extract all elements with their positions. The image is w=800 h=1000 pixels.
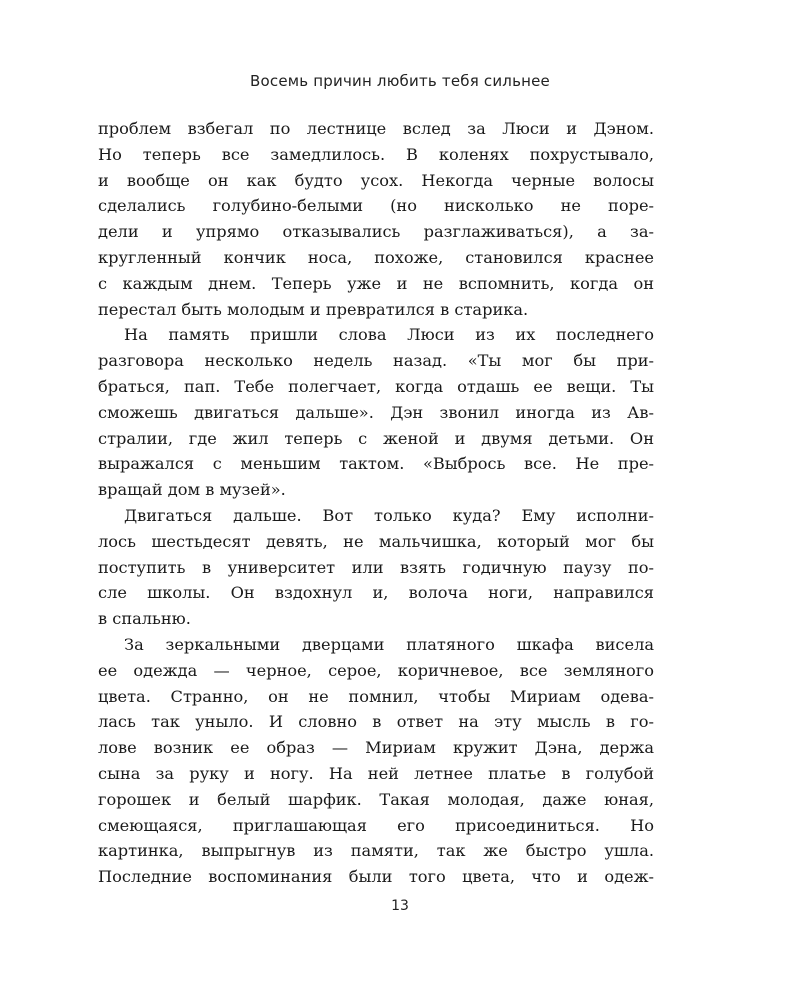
text-line: с каждым днем. Теперь уже и не вспомнить, когда он [98, 273, 654, 293]
text-line: дели и упрямо отказывались разглаживаться), а за- [98, 222, 654, 242]
text-line: разговора несколько недель назад. «Ты мог бы при- [98, 351, 654, 371]
text-line: Двигаться дальше. Вот только куда? Ему исполни- [124, 505, 654, 525]
text-line: цвета. Странно, он не помнил, чтобы Мириам одева- [98, 686, 654, 706]
text-line: На память пришли слова Люси из их последнего [124, 325, 654, 345]
text-line: сына за руку и ногу. На ней летнее платье в голубой [98, 763, 654, 783]
text-line: Но теперь все замедлилось. В коленях похрустывало, [98, 144, 654, 164]
text-line: ее одежда — черное, серое, коричневое, все земляного [98, 660, 654, 680]
page-number: 13 [391, 898, 409, 914]
text-line: проблем взбегал по лестнице вслед за Люси и Дэном. [98, 119, 654, 138]
text-line: лось шестьдесят девять, не мальчишка, который мог бы [98, 531, 654, 551]
text-line: вращай дом в музей». [98, 480, 286, 500]
text-line: поступить в университет или взять годичную паузу по- [98, 557, 654, 577]
text-line: в спальню. [98, 609, 191, 629]
text-line: стралии, где жил теперь с женой и двумя детьми. Он [98, 428, 654, 448]
text-line: сможешь двигаться дальше». Дэн звонил иногда из Ав- [98, 402, 654, 422]
text-line: картинка, выпрыгнув из памяти, так же быстро ушла. [98, 841, 654, 861]
body-text [98, 116, 654, 890]
text-line: смеющаяся, приглашающая его присоединиться. Но [98, 815, 654, 835]
text-line: Последние воспоминания были того цвета, что и одеж- [98, 867, 654, 887]
text-line: лась так уныло. И словно в ответ на эту мысль в го- [98, 712, 654, 732]
text-line: перестал быть молодым и превратился в старика. [98, 299, 529, 319]
text-line: За зеркальными дверцами платяного шкафа висела [124, 634, 654, 654]
text-line: сделались голубино-белыми (но нисколько не поре- [98, 196, 654, 216]
text-line: и вообще он как будто усох. Некогда черные волосы [98, 170, 654, 190]
text-line: кругленный кончик носа, похоже, становился краснее [98, 247, 654, 267]
text-line: браться, пап. Тебе полегчает, когда отдашь ее вещи. Ты [98, 376, 654, 396]
text-line: лове возник ее образ — Мириам кружит Дэна, держа [98, 738, 654, 758]
text-line: сле школы. Он вздохнул и, волоча ноги, направился [98, 583, 654, 603]
text-line: выражался с меньшим тактом. «Выбрось все. Не пре- [98, 454, 654, 474]
running-head: Восемь причин любить тебя сильнее [250, 72, 550, 90]
text-line: горошек и белый шарфик. Такая молодая, даже юная, [98, 789, 654, 809]
